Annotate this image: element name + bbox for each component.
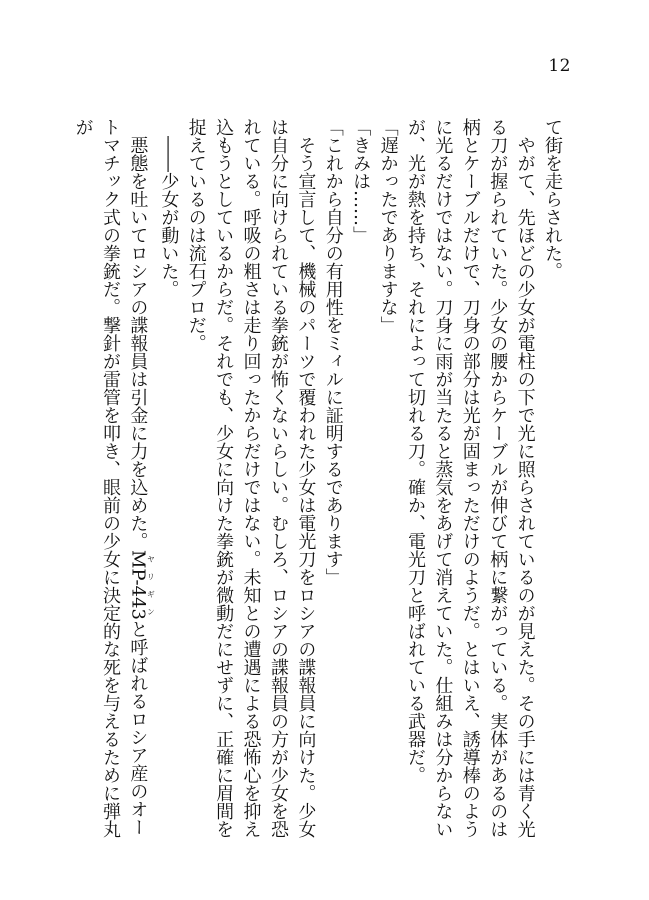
gun-model-name: MP-443 xyxy=(127,550,149,620)
paragraph-4: ――少女が動いた。 xyxy=(158,136,180,298)
page-number: 12 xyxy=(548,56,571,76)
paragraph-5-start: 悪態を吐いてロシアの諜報員は引金に力を込めた。 xyxy=(127,136,149,550)
gun-model-ruby xyxy=(127,550,156,620)
paragraph-1: て街を走らされた。 xyxy=(542,118,563,280)
dialogue-line-3: 「これから自分の有用性をミィルに証明するであります」 xyxy=(322,118,344,586)
paragraph-5-end: と呼ばれるロシア産のオートマチック式の拳銃だ。撃針が雷管を叩き、眼前の少女に決定的な死を与えるために弾丸が xyxy=(72,118,149,838)
dialogue-line-1: 「遅かったでありますな」 xyxy=(377,118,399,334)
paragraph-2: やがて、先ほどの少女が電柱の下で光に照らされているのが見えた。その手には青く光る刀が握られていた。少女の腰からケーブルが伸びて柄に繋がっている。実体があるのは柄とケーブルだけで、刀身の部分は光が固まっただけのようだ。とはいえ、誘導棒のように光るだけではない。刀身に雨が当たると蒸気をあげて消えていた。仕組みは分からないが、光が熱を持ち、それによって切れる刀。確か、電光刀と呼ばれている武器だ。 xyxy=(404,118,536,838)
gun-model-reading: ヤリギン xyxy=(146,550,156,620)
paragraph-5 xyxy=(69,118,155,841)
paragraph-3: そう宣言して、機械のパーツで覆われた少女は電光刀をロシアの諜報員に向けた。少女は自分に向けられている拳銃が怖くないらしい。むしろ、ロシアの諜報員の方が少女を恐れている。呼吸の粗さは走り回ったからだけではない。未知との遭遇による恐怖心を抑え込もうとしているからだ。それでも、少女に向けた拳銃が微動だにせずに、正確に眉間を捉えているのは流石プロだ。 xyxy=(185,118,317,838)
dialogue-line-2: 「きみは……」 xyxy=(350,118,372,244)
novel-body-text xyxy=(69,118,566,841)
